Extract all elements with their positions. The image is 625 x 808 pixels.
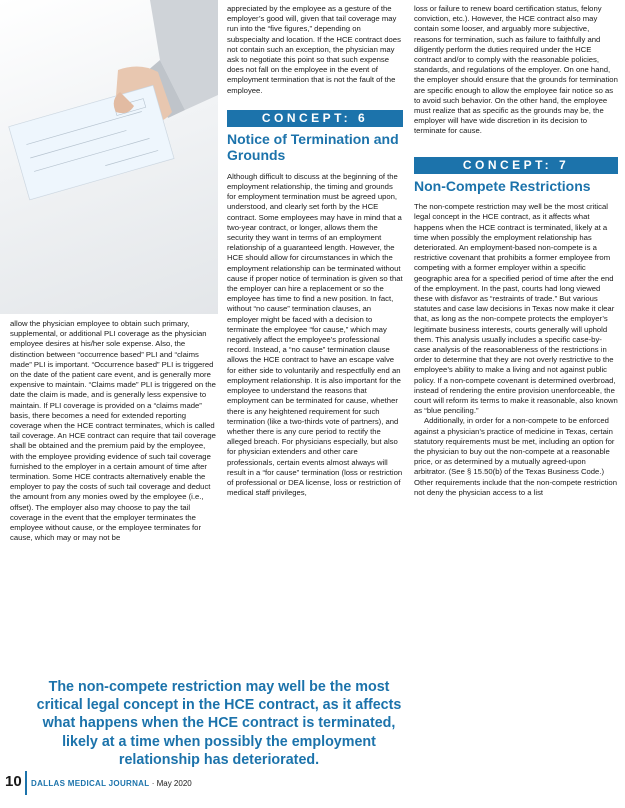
concept-6-label: CONCEPT: 6 <box>227 110 403 127</box>
hand-holding-check-photo <box>0 0 218 314</box>
footer-divider <box>25 771 27 795</box>
column-3 <box>414 4 618 498</box>
check-illustration <box>0 0 218 314</box>
issue-date: May 2020 <box>156 779 192 788</box>
page-number: 10 <box>5 773 22 790</box>
body-paragraph: The non-compete restriction may well be the most critical legal concept in the HCE contract, as it affects what happens when the HCE contract is terminated, likely at a time when possibly the employment relationship has deteriorated. An employment-based non-compete is a restrictive covenant that prohibits a former employee from competing with a former employer within a specific geographic area for a specified period of time after the end of the employment. In the past, courts had long viewed these with disfavor as “restraints of trade.” But various statutes and case law decisions in Texas now make it clear that, as long as the non-compete protects the employer’s legitimate business interests, courts generally will uphold them. This analysis usually includes a specific case-by-case analysis of the reasonableness of the restrictions in order to determine that they are not overly restrictive to the employee’s ability to make a living and not against public policy. If a non-compete covenant is determined overbroad, instead of rendering the entire provision unenforceable, the court will reform its terms to make it reasonable, also known as “blue penciling.” <box>414 202 618 416</box>
column-2 <box>227 4 403 498</box>
concept-7-label: CONCEPT: 7 <box>414 157 618 174</box>
concept-7-title: Non-Compete Restrictions <box>414 177 591 194</box>
publication-name: DALLAS MEDICAL JOURNAL <box>31 779 150 788</box>
footer-separator: · <box>151 779 155 788</box>
body-paragraph: allow the physician employee to obtain such primary, supplemental, or additional PLI coverage as the physician employee desires at his/her sole expense. Also, the distinction between “occurrence based” PLI and “claims made” PLI is important. “Occurrence based” PLI is triggered on the date of the patient care event, and is generally more expensive to maintain. “Claims made” PLI is triggered on the date the claim is made, and is generally less expensive to maintain. If PLI coverage is provided on a “claims made” basis, there becomes a need for extended reporting coverage when the HCE contract terminates, which is called tail coverage. An HCE contract can require that tail coverage shall be obtained and the premium paid by the employee, with the employee providing evidence of such tail coverage furnished to the employer in a certain amount of time after termination. Some HCE contracts alternatively enable the employer to pay the costs of such tail coverage and deduct the amount from any monies owed by the employee (i.e., offset). The employer also may choose to pay the tail coverage in the event that the employer terminates the employee without cause, or the employee terminates for cause, which may or may not be <box>10 319 216 543</box>
body-paragraph: Although difficult to discuss at the beginning of the employment relationship, the timing and grounds for employment termination must be agreed upon, understood, and clearly set forth by the HCE contract. Some employees may have in mind that a two-year contract, or longer, allows them the security they want in terms of an employment relationship of a guaranteed length. However, the HCE should allow for circumstances in which the employment relationship can be terminated without cause if proper notice of termination is given so that the employer can hire a replacement or so the employee has time to find a new position. In fact, without “no cause” termination clauses, an employer might be faced with a decision to terminate the employee “for cause,” which may negatively affect the employee’s professional record. Instead, a “no cause” termination clause allows the HCE contract to have an escape valve for either side to voluntarily and respectfully end an employment relationship. It is also important for the employee to understand the reasons that employment can be terminated for cause, whether there is any heightened requirement for such termination (like a two-thirds vote of partners), and whether there is any cure period to rectify the alleged breach. For physicians especially, but also for physician extenders and other care professionals, certain events almost always will result in a “for cause” termination (loss or restriction of professional or DEA license, loss or restriction of medical staff privileges, <box>227 171 403 498</box>
pull-quote: The non-compete restriction may well be the most critical legal concept in the HCE contract, as it affects what happens when the HCE contract is terminated, likely at a time when possibly the employment relationship has deteriorated. <box>36 679 402 768</box>
column-1 <box>10 319 216 543</box>
concept-6-title: Notice of Termination and Grounds <box>227 130 399 164</box>
footer-text <box>31 779 192 788</box>
body-paragraph: appreciated by the employee as a gesture of the employer’s good will, given that tail coverage may run into the “five figures,” depending on subspecialty and location. If the HCE contract does not contain such an exception, the physician may ask to negotiate this point so that such expense does not fall on the employee in the event of employment termination that is not the fault of the employee. <box>227 4 401 95</box>
body-paragraph: Additionally, in order for a non-compete to be enforced against a physician’s practice of medicine in Texas, certain statutory requirements must be met, including an option for the physician to buy out the non-compete at a reasonable price, or as determined by a mutually agreed-upon arbitrator. (See § 15.50(b) of the Texas Business Code.) Other requirements include that the non-compete restriction not deny the physician access to a list <box>414 416 617 497</box>
body-paragraph: loss or failure to renew board certification status, felony conviction, etc.). However, the HCE contract also may contain some looser, and arguably more subjective, reasons for termination, such as failure to faithfully and diligently perform the duties required under the HCE contract and/or to comply with the reasonable policies, standards, and regulations of the employer. On one hand, the employer should ensure that the grounds for termination are specific enough to allow the employee fair notice so as to avoid such behavior. On the other hand, the employee must realize that as specific as the grounds may be, the employer will have wide discretion in its decision to terminate for cause. <box>414 4 618 136</box>
